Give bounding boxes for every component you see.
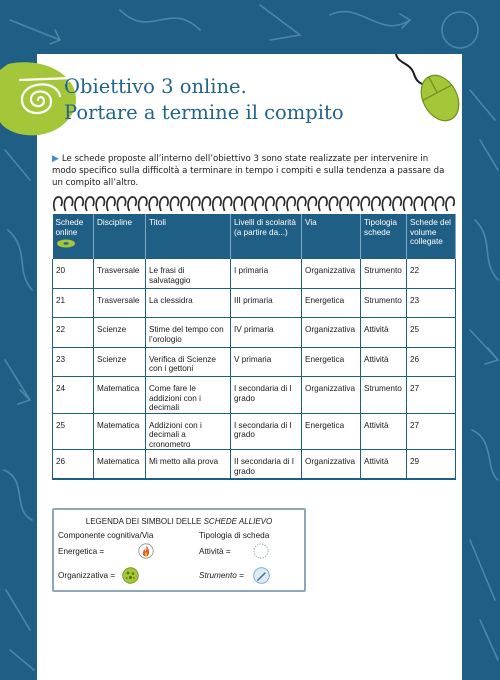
spiral-ring	[255, 197, 263, 211]
spiral-ring	[202, 197, 210, 211]
cell-tipologia: Attività	[361, 318, 407, 347]
table-row	[53, 413, 456, 450]
spiral-ring	[96, 197, 104, 211]
header-tipologia: Tipologia schede	[361, 214, 407, 259]
cell-tipologia: Strumento	[361, 288, 407, 317]
cell-scheda-volume: 23	[407, 288, 456, 317]
cell-livello: I secondaria di I grado	[231, 377, 302, 414]
header-titoli: Titoli	[146, 214, 231, 259]
spiral-ring	[234, 197, 242, 211]
spiral-ring	[414, 197, 422, 211]
spiral-ring	[446, 197, 454, 211]
spiral-ring	[170, 197, 178, 211]
spiral-ring	[117, 197, 125, 211]
cell-tipologia: Strumento	[361, 259, 407, 288]
cell-scheda-volume: 26	[407, 347, 456, 376]
cell-via: Organizzativa	[302, 318, 361, 347]
spiral-ring	[54, 197, 62, 211]
legend-title: LEGENDA DEI SIMBOLI DELLE SCHEDE ALLIEVO	[85, 517, 273, 526]
cell-disciplina: Scienze	[94, 347, 146, 376]
page-title	[64, 74, 344, 126]
spiral-ring	[393, 197, 401, 211]
gear-dots-icon	[122, 567, 139, 584]
legend-col2-header: Tipologia di scheda	[199, 531, 270, 540]
spiral-ring	[435, 197, 443, 211]
spiral-ring	[107, 197, 115, 211]
cell-via: Energetica	[302, 347, 361, 376]
flame-icon	[138, 543, 154, 559]
cell-scheda-online: 26	[53, 450, 94, 479]
intro-text: Le schede proposte all’interno dell’obiettivo 3 sono state realizzate per intervenire in modo specifico sulla difficoltà a terminare in tempo i compiti e sulla tendenza a passare da un compito all’altro.	[52, 154, 445, 188]
spiral-ring	[382, 197, 390, 211]
spiral-ring	[425, 197, 433, 211]
table-row	[53, 288, 456, 317]
spiral-ring	[266, 197, 274, 211]
header-schede-online: Schede online	[53, 214, 94, 259]
spiral-ring	[86, 197, 94, 211]
cell-livello: I primaria	[231, 259, 302, 288]
header-livelli: Livelli di scolarità (a partire da...)	[231, 214, 302, 259]
cell-scheda-online: 25	[53, 413, 94, 450]
cell-scheda-volume: 27	[407, 413, 456, 450]
cell-via: Organizzativa	[302, 259, 361, 288]
legend-box	[52, 508, 306, 592]
header-via: Via	[302, 214, 361, 259]
cd-disc-icon	[56, 239, 76, 248]
cell-scheda-volume: 25	[407, 318, 456, 347]
legend-strumento-label: Strumento =	[199, 571, 244, 580]
spiral-ring	[223, 197, 231, 211]
spiral-binding	[52, 196, 455, 214]
cell-scheda-volume: 29	[407, 450, 456, 479]
cell-scheda-volume: 27	[407, 377, 456, 414]
cell-scheda-online: 20	[53, 259, 94, 288]
table-row	[53, 450, 456, 479]
cell-disciplina: Matematica	[94, 450, 146, 479]
cell-via: Organizzativa	[302, 377, 361, 414]
cell-titolo: Come fare le addizioni con i decimali	[146, 377, 231, 414]
cell-livello: II secondaria di I grado	[231, 450, 302, 479]
legend-col1-header: Componente cognitiva/Via	[58, 531, 154, 540]
spiral-ring	[276, 197, 284, 211]
table-header-row	[53, 214, 456, 259]
spiral-ring	[308, 197, 316, 211]
cell-titolo: La clessidra	[146, 288, 231, 317]
cell-disciplina: Trasversale	[94, 288, 146, 317]
spiral-ring	[64, 197, 72, 211]
cell-scheda-online: 24	[53, 377, 94, 414]
spiral-ring	[139, 197, 147, 211]
cell-disciplina: Scienze	[94, 318, 146, 347]
schede-table	[52, 214, 456, 480]
spiral-ring	[213, 197, 221, 211]
cell-livello: V primaria	[231, 347, 302, 376]
cell-livello: I secondaria di I grado	[231, 413, 302, 450]
legend-attivita-label: Attività =	[199, 547, 231, 556]
spiral-ring	[149, 197, 157, 211]
title-line-1: Obiettivo 3 online.	[64, 75, 247, 98]
spiral-ring	[192, 197, 200, 211]
cell-scheda-volume: 22	[407, 259, 456, 288]
header-discipline: Discipline	[94, 214, 146, 259]
table-row	[53, 259, 456, 288]
cell-tipologia: Attività	[361, 450, 407, 479]
spiral-ring	[75, 197, 83, 211]
computer-mouse-icon	[388, 52, 468, 124]
cell-livello: IV primaria	[231, 318, 302, 347]
spiral-ring	[319, 197, 327, 211]
cell-via: Energetica	[302, 413, 361, 450]
spiral-ring	[181, 197, 189, 211]
cell-disciplina: Matematica	[94, 377, 146, 414]
spiral-ring	[245, 197, 253, 211]
legend-organizzativa-label: Organizzativa =	[58, 571, 116, 580]
cell-via: Organizzativa	[302, 450, 361, 479]
cell-scheda-online: 22	[53, 318, 94, 347]
spiral-ring	[404, 197, 412, 211]
spiral-ring	[351, 197, 359, 211]
spiral-ring	[160, 197, 168, 211]
bullet-arrow-icon: ▶	[52, 154, 59, 164]
cell-tipologia: Attività	[361, 413, 407, 450]
spiral-ring	[298, 197, 306, 211]
legend-energetica-label: Energetica =	[58, 547, 105, 556]
spiral-ring	[329, 197, 337, 211]
cell-titolo: Mi metto alla prova	[146, 450, 231, 479]
cell-titolo: Stime del tempo con l’orologio	[146, 318, 231, 347]
title-line-2: Portare a termine il compito	[64, 101, 344, 124]
cell-tipologia: Strumento	[361, 377, 407, 414]
cell-scheda-online: 21	[53, 288, 94, 317]
cell-titolo: Verifica di Scienze con i gettoni	[146, 347, 231, 376]
cell-scheda-online: 23	[53, 347, 94, 376]
cell-titolo: Addizioni con i decimali a cronometro	[146, 413, 231, 450]
intro-paragraph	[52, 153, 454, 189]
cell-tipologia: Attività	[361, 347, 407, 376]
cell-disciplina: Trasversale	[94, 259, 146, 288]
cell-disciplina: Matematica	[94, 413, 146, 450]
cell-livello: III primaria	[231, 288, 302, 317]
spiral-ring	[361, 197, 369, 211]
spiral-ring	[340, 197, 348, 211]
spiral-ring	[287, 197, 295, 211]
dotted-circle-icon	[253, 543, 269, 559]
spiral-ring	[128, 197, 136, 211]
cell-via: Energetica	[302, 288, 361, 317]
table-row	[53, 318, 456, 347]
table-row	[53, 347, 456, 376]
pencil-disc-icon	[253, 567, 270, 584]
cell-titolo: Le frasi di salvataggio	[146, 259, 231, 288]
spiral-ring	[372, 197, 380, 211]
header-schede-volume: Schede del volume collegate	[407, 214, 456, 259]
table-row	[53, 377, 456, 414]
